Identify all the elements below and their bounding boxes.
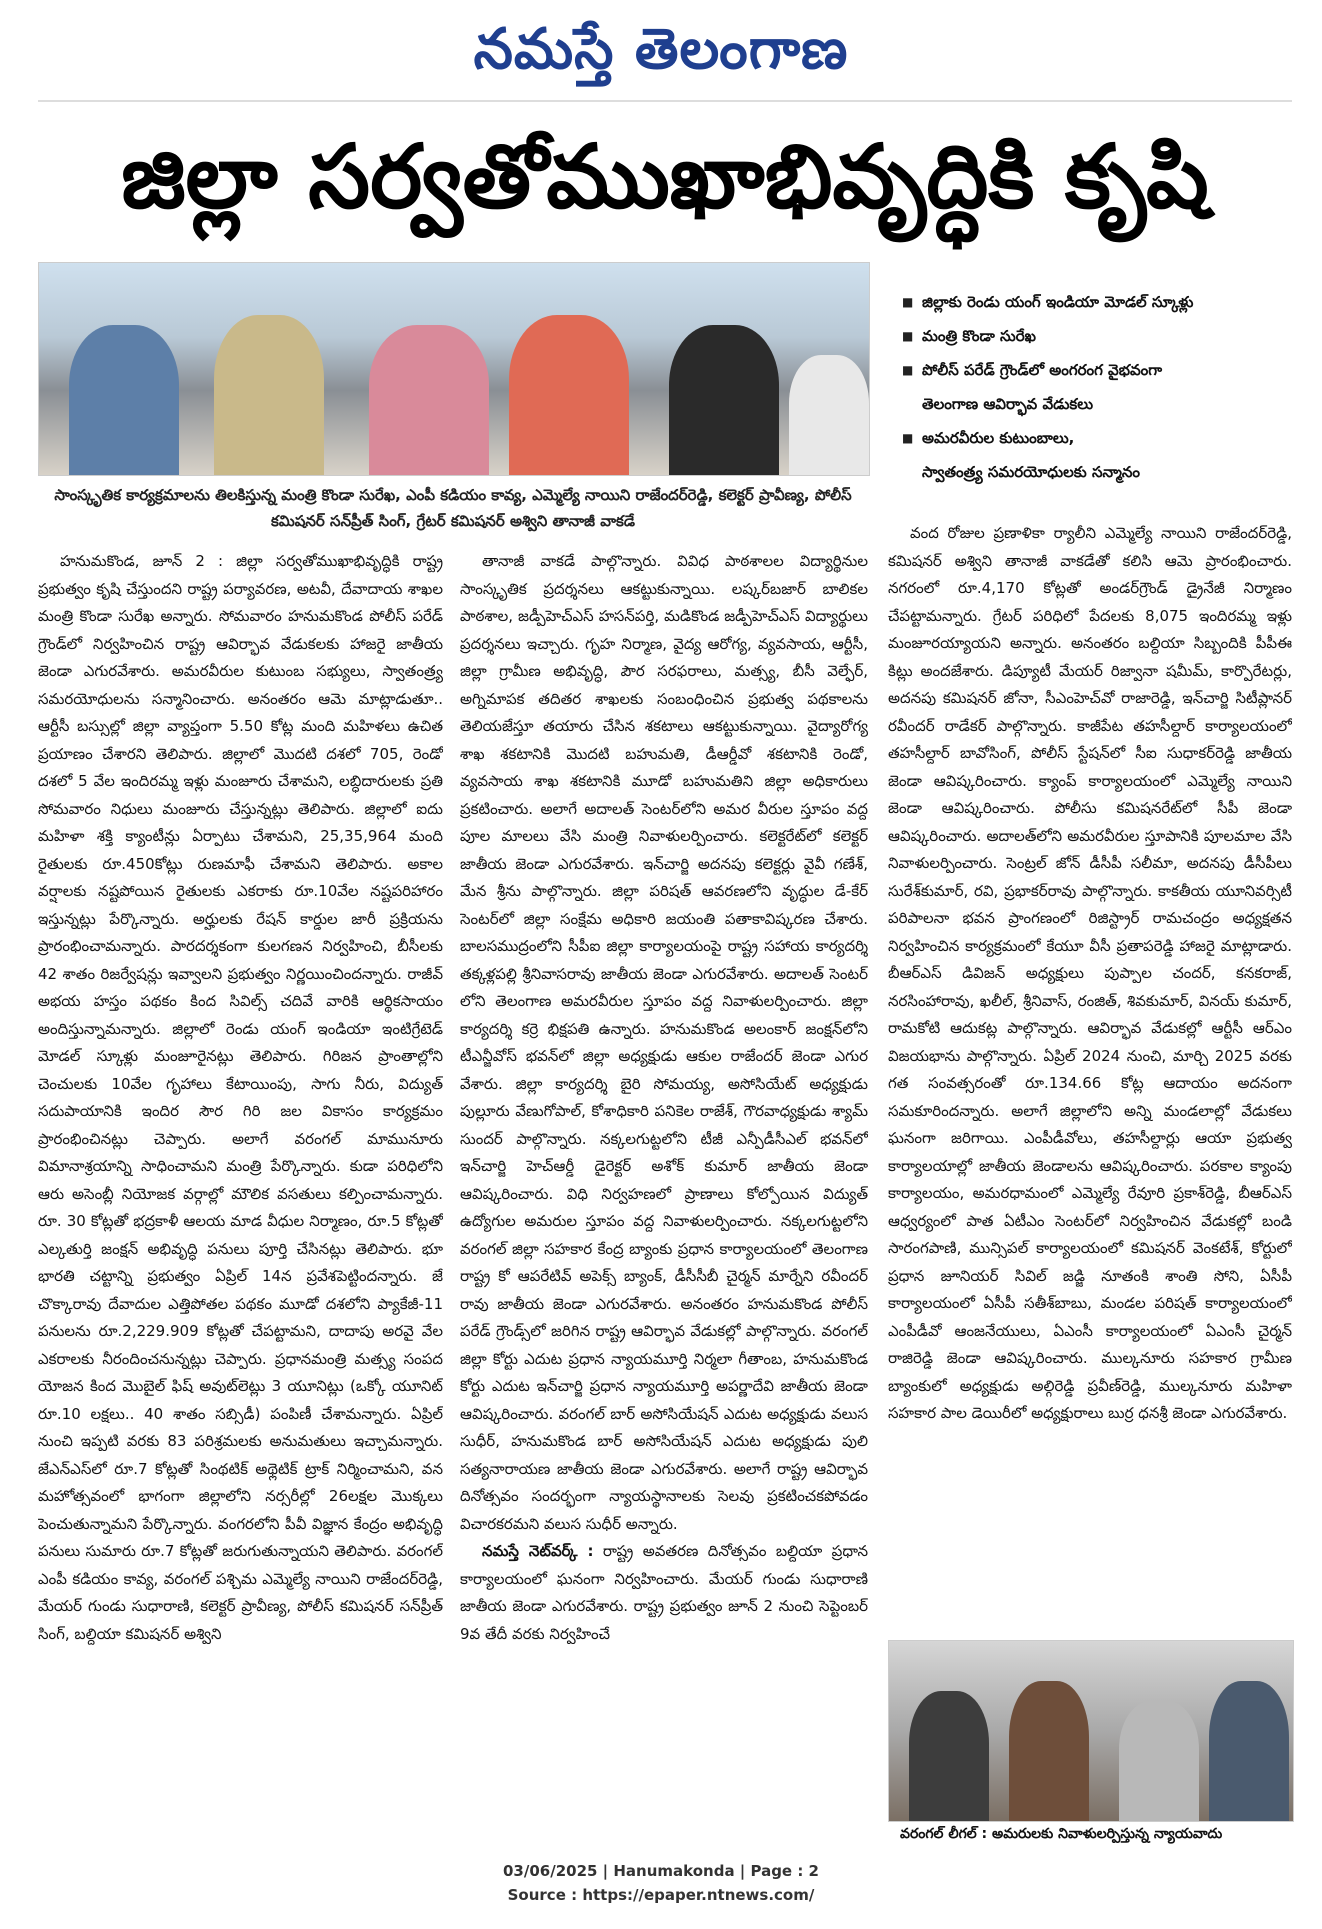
secondary-photo-caption: వరంగల్ లీగల్ : అమరులకు నివాళులర్పిస్తున్న న్యాయవాదు (900, 1826, 1223, 1842)
article-column-3 (888, 520, 1292, 1630)
article-text: తానాజీ వాకడే పాల్గొన్నారు. వివిధ పాఠశాలల విద్యార్థినుల సాంస్కృతిక ప్రదర్శనలు ఆకట్టుకున్నాయి. లష్కర్‌బజార్ బాలికల పాఠశాల, జడ్పీహెచ్ఎస్ హసన్‌పర్తి, మడికొండ జడ్పీహెచ్ఎస్ విద్యార్థులు ప్రదర్శనలు ఇచ్చారు. గృహ నిర్మాణ, వైద్య ఆరోగ్య, వ్యవసాయ, ఆర్టీసీ, జిల్లా గ్రామీణ అభివృద్ధి, పౌర సరఫరాలు, మత్స్య, బీసీ వెల్ఫేర్, అగ్నిమాపక తదితర శాఖలకు సంబంధించిన ప్రభుత్వ పథకాలను తెలియజేస్తూ తయారు చేసిన శకటాలు ఆకట్టుకున్నాయి. వైద్యారోగ్య శాఖ శకటానికి మొదటి బహుమతి, డీఆర్డీవో శకటానికి రెండో, వ్యవసాయ శాఖ శకటానికి మూడో బహుమతిని జిల్లా అధికారులు ప్రకటించారు. అలాగే అదాలత్ సెంటర్‌లోని అమర వీరుల స్తూపం వద్ద పూల మాలలు వేసి మంత్రి నివాళులర్పించారు. కలెక్టరేట్‌లో కలెక్టర్ జాతీయ జెండా ఎగురవేశారు. ఇన్‌చార్జి అదనపు కలెక్టర్లు వైవీ గణేశ్, మేన శ్రీను పాల్గొన్నారు. జిల్లా పరిషత్ ఆవరణలోని వృద్ధుల డే-కేర్ సెంటర్‌లో జిల్లా సంక్షేమ అధికారి జయంతి పతాకావిష్కరణ చేశారు. బాలసముద్రంలోని సీపీఐ జిల్లా కార్యాలయంపై రాష్ట్ర సహాయ కార్యదర్శి తక్కళ్లపల్లి శ్రీనివాసరావు జాతీయ జెండా ఎగురవేశారు. అదాలత్ సెంటర్ లోని తెలంగాణ అమరవీరుల స్తూపం వద్ద నివాళులర్పించారు. జిల్లా కార్యదర్శి కర్రె భిక్షపతి ఉన్నారు. హనుమకొండ అలంకార్ జంక్షన్‌లోని టీఎన్జీవోస్ భవన్‌లో జిల్లా అధ్యక్షుడు ఆకుల రాజేందర్ జెండా ఎగుర వేశారు. జిల్లా కార్యదర్శి బైరి సోమయ్య, అసోసియేట్ అధ్యక్షుడు పుల్లూరు వేణుగోపాల్, కోశాధికారి పనికెల రాజేశ్, గౌరవాధ్యక్షుడు శ్యామ్ సుందర్ పాల్గొన్నారు. నక్కలగుట్టలోని టీజీ ఎన్పీడీసీఎల్ భవన్‌లో ఇన్‌చార్జి హెచ్‌ఆర్డీ డైరెక్టర్ అశోక్ కుమార్ జాతీయ జెండా ఆవిష్కరించారు. విధి నిర్వహణలో ప్రాణాలు కోల్పోయిన విద్యుత్ ఉద్యోగుల అమరుల స్తూపం వద్ద నివాళులర్పించారు. నక్కలగుట్టలోని వరంగల్ జిల్లా సహకార కేంద్ర బ్యాంకు ప్రధాన కార్యాలయంలో తెలంగాణ రాష్ట్ర కో ఆపరేటివ్ అపెక్స్ బ్యాంక్, డీసీసీబీ చైర్మన్ మార్నేని రవీందర్ రావు జాతీయ జెండా ఎగురవేశారు. అనంతరం హనుమకొండ పోలీస్ పరేడ్ గ్రౌండ్స్‌లో జరిగిన రాష్ట్ర ఆవిర్భావ వేడుకల్లో పాల్గొన్నారు. వరంగల్ జిల్లా కోర్టు ఎదుట ప్రధాన న్యాయమూర్తి నిర్మలా గీతాంబ, హనుమకొండ కోర్టు ఎదుట ఇన్‌చార్జి ప్రధాన న్యాయమూర్తి అపర్ణాదేవి జాతీయ జెండా ఆవిష్కరించారు. వరంగల్ బార్ అసోసియేషన్ ఎదుట అధ్యక్షుడు వలుస సుధీర్, హనుమకొండ బార్ అసోసియేషన్ ఎదుట అధ్యక్షుడు పులి సత్యనారాయణ జాతీయ జెండా ఎగురవేశారు. అలాగే రాష్ట్ర ఆవిర్భావ దినోత్సవం సందర్భంగా న్యాయస్థానాలకు సెలవు ప్రకటించకపోవడం విచారకరమని వలుస సుధీర్ అన్నారు. (460, 552, 868, 1533)
divider (38, 100, 1292, 102)
article-column-1 (38, 548, 443, 1928)
highlight-item: ■ జిల్లాకు రెండు యంగ్ ఇండియా మోడల్ స్కూళ్లు (900, 285, 1290, 319)
masthead (0, 0, 1322, 100)
highlight-item: ■ పోలీస్ పరేడ్ గ్రౌండ్‌లో అంగరంగ వైభవంగా (900, 353, 1290, 387)
newspaper-logo: నమస్తే తెలంగాణ (473, 16, 849, 82)
highlights-box (900, 285, 1290, 489)
secondary-photo (888, 1640, 1294, 1822)
article-text: రాష్ట్ర అవతరణ దినోత్సవం బల్దియా ప్రధాన కార్యాలయంలో ఘనంగా నిర్వహించారు. మేయర్ గుండు సుధారాణి జాతీయ జెండా ఎగురవేశారు. రాష్ట్ర ప్రభుత్వం జూన్ 2 నుంచి సెప్టెంబర్ 9వ తేదీ వరకు నిర్వహించే (460, 1542, 868, 1643)
footer-source: Source : https://epaper.ntnews.com/ (507, 1886, 815, 1904)
highlight-item: ■ అమరవీరుల కుటుంబాలు, (900, 421, 1290, 455)
highlight-item-continued: స్వాతంత్ర్య సమరయోధులకు సన్మానం (922, 463, 1141, 481)
highlight-item-continued: తెలంగాణ ఆవిర్భావ వేడుకలు (922, 395, 1094, 413)
section-lead: నమస్తే నెట్‌వర్క్ : (482, 1542, 594, 1560)
photo-caption: సాంస్కృతిక కార్యక్రమాలను తిలకిస్తున్న మంత్రి కొండా సురేఖ, ఎంపీ కడియం కావ్య, ఎమ్మెల్యే నాయిని రాజేందర్‌రెడ్డి, కలెక్టర్ ప్రావీణ్య, పోలీస్ కమిషనర్ సన్‌ప్రీత్ సింగ్, గ్రేటర్ కమిషనర్ అశ్విని తానాజీ వాకడే (54, 486, 852, 530)
main-photo (38, 262, 870, 476)
article-column-2 (460, 548, 868, 1928)
article-text: హనుమకొండ, జూన్ 2 : జిల్లా సర్వతోముఖాభివృద్ధికి రాష్ట్ర ప్రభుత్వం కృషి చేస్తుందని రాష్ట్ర పర్యావరణ, అటవీ, దేవాదాయ శాఖల మంత్రి కొండా సురేఖ అన్నారు. సోమవారం హనుమకొండ పోలీస్ పరేడ్ గ్రౌండ్‌లో నిర్వహించిన రాష్ట్ర ఆవిర్భావ వేడుకలకు హాజరై జాతీయ జెండా ఎగురవేశారు. అమరవీరుల కుటుంబ సభ్యులు, స్వాతంత్ర్య సమరయోధులను సన్మానించారు. అనంతరం ఆమె మాట్లాడుతూ.. ఆర్టీసీ బస్సుల్లో జిల్లా వ్యాప్తంగా 5.50 కోట్ల మంది మహిళలు ఉచిత ప్రయాణం చేశారని తెలిపారు. జిల్లాలో మొదటి దశలో 705, రెండో దశలో 5 వేల ఇందిరమ్మ ఇళ్లు మంజూరు చేశామని, లబ్ధిదారులకు ప్రతి సోమవారం నిధులు మంజూరు చేస్తున్నట్లు తెలిపారు. జిల్లాలో ఐదు మహిళా శక్తి క్యాంటీన్లు ఏర్పాటు చేశామని, 25,35,964 మంది రైతులకు రూ.450కోట్లు రుణమాఫీ చేశామని తెలిపారు. అకాల వర్షాలకు నష్టపోయిన రైతులకు ఎకరాకు రూ.10వేల నష్టపరిహారం ఇస్తున్నట్లు పేర్కొన్నారు. అర్హులకు రేషన్ కార్డుల జారీ ప్రక్రియను ప్రారంభించామన్నారు. పారదర్శకంగా కులగణన నిర్వహించి, బీసీలకు 42 శాతం రిజర్వేషన్లు ఇవ్వాలని ప్రభుత్వం నిర్ణయించిందన్నారు. రాజీవ్ అభయ హస్తం పథకం కింద సివిల్స్ చదివే వారికి ఆర్థికసాయం అందిస్తున్నామన్నారు. జిల్లాలో రెండు యంగ్ ఇండియా ఇంటిగ్రేటెడ్ మోడల్ స్కూళ్లు మంజూరైనట్లు తెలిపారు. గిరిజన ప్రాంతాల్లోని చెంచులకు 10వేల గృహాలు కేటాయింపు, సాగు నీరు, విద్యుత్ సదుపాయానికి ఇందిర సౌర గిరి జల వికాసం కార్యక్రమం ప్రారంభించినట్లు చెప్పారు. అలాగే వరంగల్ మామునూరు విమానాశ్రయాన్ని సాధించామని మంత్రి పేర్కొన్నారు. కుడా పరిధిలోని ఆరు అసెంబ్లీ నియోజక వర్గాల్లో మౌలిక వసతులు కల్పించామన్నారు. రూ. 30 కోట్లతో భద్రకాళీ ఆలయ మాడ వీధుల నిర్మాణం, రూ.5 కోట్లతో ఎల్కతుర్తి జంక్షన్ అభివృద్ధి పనులు పూర్తి చేసినట్లు తెలిపారు. భూ భారతి చట్టాన్ని ప్రభుత్వం ఏప్రిల్ 14న ప్రవేశపెట్టిందన్నారు. జే చొక్కారావు దేవాదుల ఎత్తిపోతల పథకం మూడో దశలోని ప్యాకేజీ-11 పనులను రూ.2,229.909 కోట్లతో చేపట్టామని, దాదాపు అరవై వేల ఎకరాలకు నీరందించనున్నట్లు చెప్పారు. ప్రధానమంత్రి మత్స్య సంపద యోజన కింద మొబైల్ ఫిష్ అవుట్‌లెట్లు 3 యూనిట్లు (ఒక్కో యూనిట్ రూ.10 లక్షలు.. 40 శాతం సబ్సిడీ) పంపిణీ చేశామన్నారు. ఏప్రిల్ నుంచి ఇప్పటి వరకు 83 పరిశ్రమలకు అనుమతులు ఇచ్చామన్నారు. జేఎన్ఎస్‌లో రూ.7 కోట్లతో సింథటిక్ అథ్లెటిక్ ట్రాక్ నిర్మించామని, వన మహోత్సవంలో భాగంగా జిల్లాలోని నర్సరీల్లో 26లక్షల మొక్కలు పెంచుతున్నామని పేర్కొన్నారు. వంగరలోని పీవీ విజ్ఞాన కేంద్రం అభివృద్ధి పనులు సుమారు రూ.7 కోట్లతో జరుగుతున్నాయని తెలిపారు. వరంగల్ ఎంపీ కడియం కావ్య, వరంగల్ పశ్చిమ ఎమ్మెల్యే నాయిని రాజేందర్‌రెడ్డి, మేయర్ గుండు సుధారాణి, కలెక్టర్ ప్రావీణ్య, పోలీస్ కమిషనర్ సన్‌ప్రీత్ సింగ్, బల్దియా కమిషనర్ అశ్విని (38, 552, 443, 1643)
article-text: వంద రోజుల ప్రణాళికా ర్యాలీని ఎమ్మెల్యే నాయిని రాజేందర్‌రెడ్డి, కమిషనర్ అశ్విని తానాజీ వాకడేతో కలిసి ఆమె ప్రారంభించారు. నగరంలో రూ.4,170 కోట్లతో అండర్‌గ్రౌండ్ డ్రైనేజీ నిర్మాణం చేపట్టామన్నారు. గ్రేటర్ పరిధిలో పేదలకు 8,075 ఇందిరమ్మ ఇళ్లు మంజూరయ్యాయని అన్నారు. అనంతరం బల్దియా సిబ్బందికి పీపీఈ కిట్లు అందజేశారు. డిప్యూటీ మేయర్ రిజ్వానా షమీమ్, కార్పొరేటర్లు, అదనపు కమిషనర్ జోనా, సీఎంహెచ్‌వో రాజారెడ్డి, ఇన్‌చార్జి సిటీప్లానర్ రవీందర్ రాడేకర్ పాల్గొన్నారు. కాజీపేట తహసీల్దార్ కార్యాలయంలో తహసీల్దార్ బావోసింగ్, పోలీస్ స్టేషన్‌లో సీఐ సుధాకర్‌రెడ్డి జాతీయ జెండా ఆవిష్కరించారు. క్యాంప్ కార్యాలయంలో ఎమ్మెల్యే నాయిని జెండా ఆవిష్కరించారు. పోలీసు కమిషనరేట్‌లో సీపీ జెండా ఆవిష్కరించారు. అదాలత్‌లోని అమరవీరుల స్తూపానికి పూలమాల వేసి నివాళులర్పించారు. సెంట్రల్ జోన్ డీసీపీ సలీమా, అదనపు డీసీపీలు సురేశ్‌కుమార్, రవి, ప్రభాకర్‌రావు పాల్గొన్నారు. కాకతీయ యూనివర్సిటీ పరిపాలనా భవన ప్రాంగణంలో రిజిస్ట్రార్ రామచంద్రం అధ్యక్షతన నిర్వహించిన కార్యక్రమంలో కేయూ వీసీ ప్రతాపరెడ్డి హాజరై మాట్లాడారు. బీఆర్ఎస్ డివిజన్ అధ్యక్షులు పుప్పాల చందర్, కనకరాజ్, నరసింహారావు, ఖలీల్, శ్రీనివాస్, రంజిత్, శివకుమార్, వినయ్ కుమార్, రామకోటి ఆదుకట్ల పాల్గొన్నారు. ఆవిర్భావ వేడుకల్లో ఆర్టీసీ ఆర్ఎం విజయభాను పాల్గొన్నారు. ఏప్రిల్ 2024 నుంచి, మార్చి 2025 వరకు గత సంవత్సరంతో రూ.134.66 కోట్ల ఆదాయం అదనంగా సమకూరిందన్నారు. అలాగే జిల్లాలోని అన్ని మండలాల్లో వేడుకలు ఘనంగా జరిగాయి. ఎంపీడీవోలు, తహసీల్దార్లు ఆయా ప్రభుత్వ కార్యాలయాల్లో జాతీయ జెండాలను ఆవిష్కరించారు. పరకాల క్యాంపు కార్యాలయం, అమరధామంలో ఎమ్మెల్యే రేవూరి ప్రకాశ్‌రెడ్డి, బీఆర్ఎస్ ఆధ్వర్యంలో పాత ఏటీఎం సెంటర్‌లో నిర్వహించిన వేడుకల్లో బండి సారంగపాణి, మున్సిపల్ కార్యాలయంలో కమిషనర్ వెంకటేశ్, కోర్టులో ప్రధాన జూనియర్ సివిల్ జడ్జి నూతంకి శాంతి సోని, ఏసీపీ కార్యాలయంలో ఏసీపీ సతీశ్‌బాబు, మండల పరిషత్ కార్యాలయంలో ఎంపీడీవో ఆంజనేయులు, ఏఎంసీ కార్యాలయంలో ఏఎంసీ చైర్మన్ రాజిరెడ్డి జెండా ఆవిష్కరించారు. ముల్కనూరు సహకార గ్రామీణ బ్యాంకులో అధ్యక్షుడు అల్గిరెడ్డి ప్రవీణ్‌రెడ్డి, ముల్కనూరు మహిళా సహకార పాల డెయిరీలో అధ్యక్షురాలు బుర్ర ధనశ్రీ జెండా ఎగురవేశారు. (888, 524, 1292, 1422)
headline: జిల్లా సర్వతోముఖాభివృద్ధికి కృషి (121, 125, 1209, 228)
footer-date-line: 03/06/2025 | Hanumakonda | Page : 2 (502, 1862, 819, 1880)
highlight-item: ■ మంత్రి కొండా సురేఖ (900, 319, 1290, 353)
